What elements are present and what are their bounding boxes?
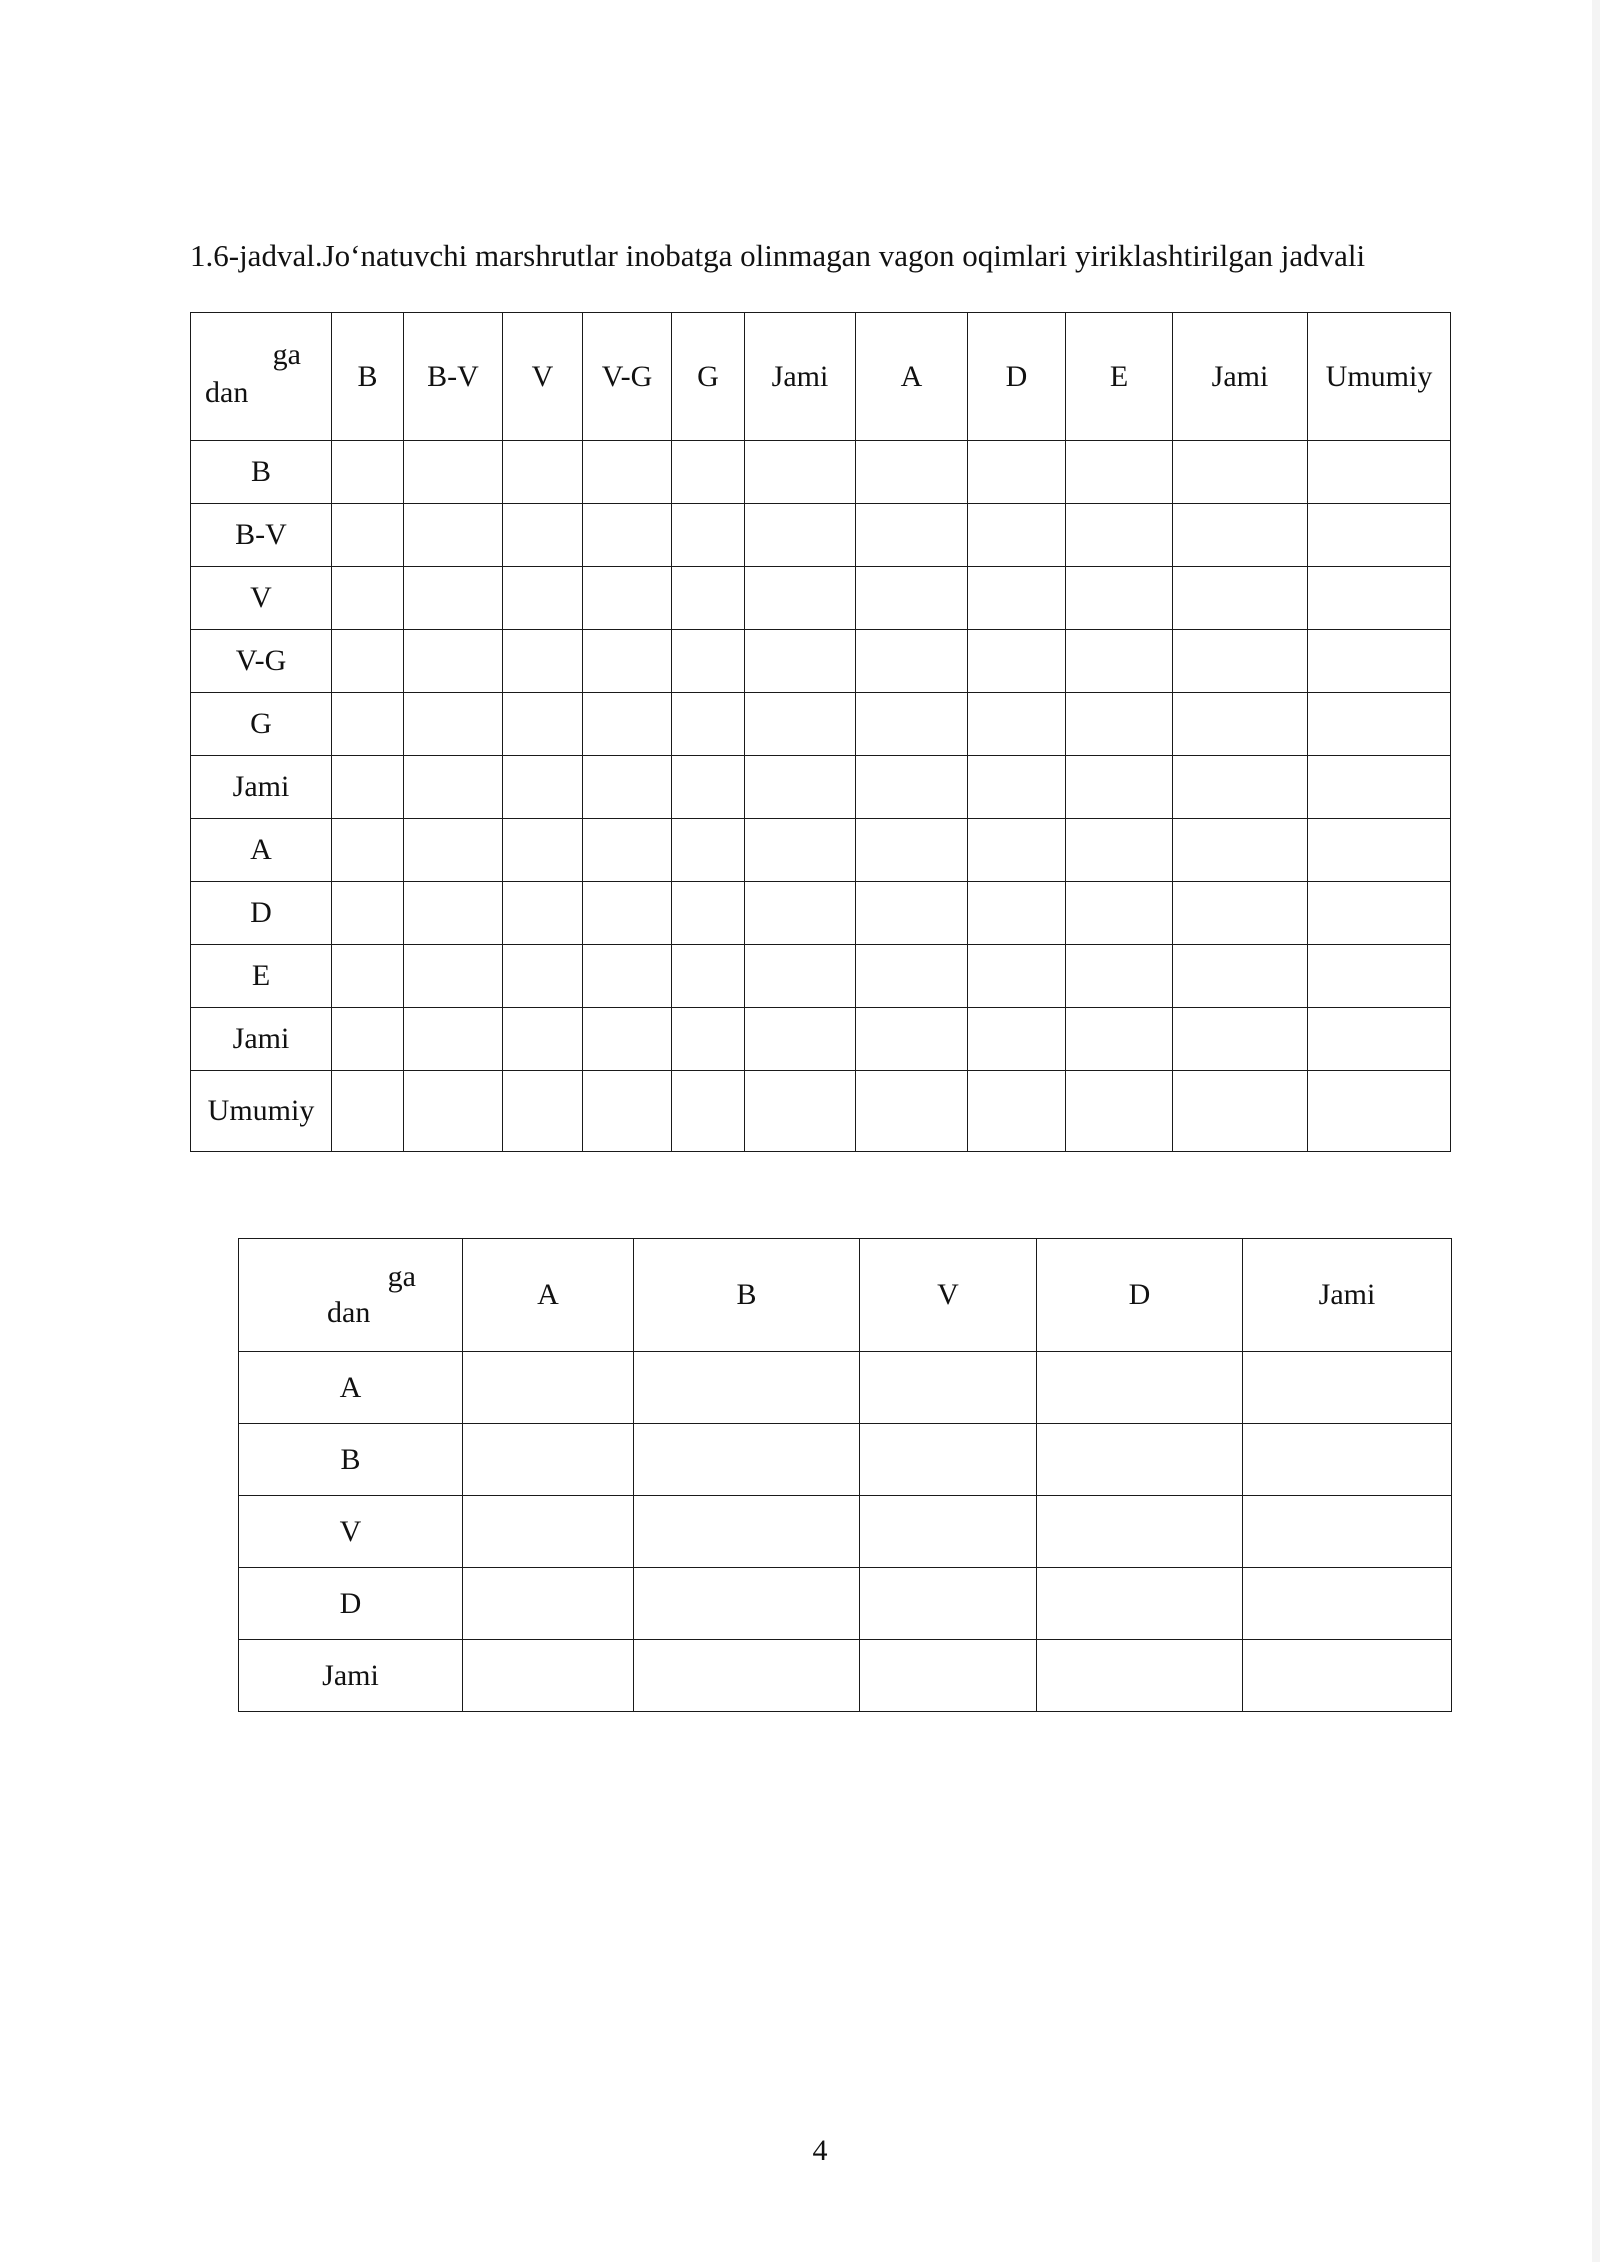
empty-cell: [745, 693, 856, 756]
table-row: [239, 1568, 1452, 1640]
corner-cell: [239, 1239, 463, 1352]
column-header: A: [463, 1239, 634, 1352]
empty-cell: [1308, 756, 1451, 819]
empty-cell: [463, 1352, 634, 1424]
empty-cell: [1066, 441, 1173, 504]
empty-cell: [332, 441, 404, 504]
column-header: D: [1037, 1239, 1243, 1352]
empty-cell: [1308, 693, 1451, 756]
empty-cell: [332, 882, 404, 945]
empty-cell: [1173, 441, 1308, 504]
empty-cell: [1243, 1640, 1452, 1712]
empty-cell: [745, 882, 856, 945]
empty-cell: [583, 1008, 672, 1071]
empty-cell: [1066, 1008, 1173, 1071]
empty-cell: [672, 630, 745, 693]
table-row: [191, 756, 1451, 819]
empty-cell: [1243, 1424, 1452, 1496]
empty-cell: [1173, 1071, 1308, 1152]
empty-cell: [860, 1352, 1037, 1424]
empty-cell: [968, 693, 1066, 756]
row-header: V: [239, 1496, 463, 1568]
empty-cell: [672, 882, 745, 945]
empty-cell: [745, 630, 856, 693]
empty-cell: [332, 630, 404, 693]
empty-cell: [745, 504, 856, 567]
empty-cell: [1173, 1008, 1308, 1071]
row-header: Umumiy: [191, 1071, 332, 1152]
column-header: V: [503, 313, 583, 441]
empty-cell: [332, 567, 404, 630]
table-row: [191, 1071, 1451, 1152]
corner-to-label: ga: [387, 1260, 416, 1293]
empty-cell: [968, 567, 1066, 630]
empty-cell: [1308, 441, 1451, 504]
empty-cell: [745, 945, 856, 1008]
empty-cell: [1308, 882, 1451, 945]
empty-cell: [503, 882, 583, 945]
empty-cell: [404, 630, 503, 693]
empty-cell: [503, 945, 583, 1008]
empty-cell: [503, 819, 583, 882]
empty-cell: [1066, 819, 1173, 882]
empty-cell: [463, 1640, 634, 1712]
column-header: Jami: [1243, 1239, 1452, 1352]
empty-cell: [745, 567, 856, 630]
column-header: V: [860, 1239, 1037, 1352]
empty-cell: [1308, 567, 1451, 630]
empty-cell: [1173, 882, 1308, 945]
empty-cell: [404, 567, 503, 630]
empty-cell: [860, 1424, 1037, 1496]
table-row: [191, 567, 1451, 630]
empty-cell: [672, 441, 745, 504]
empty-cell: [856, 756, 968, 819]
row-header: D: [239, 1568, 463, 1640]
table-row: [191, 882, 1451, 945]
table-row: [191, 441, 1451, 504]
empty-cell: [672, 945, 745, 1008]
empty-cell: [856, 1008, 968, 1071]
empty-cell: [1037, 1424, 1243, 1496]
empty-cell: [1037, 1568, 1243, 1640]
row-header: V: [191, 567, 332, 630]
empty-cell: [1308, 630, 1451, 693]
table-row: [239, 1640, 1452, 1712]
empty-cell: [968, 756, 1066, 819]
column-header: B: [332, 313, 404, 441]
empty-cell: [1173, 756, 1308, 819]
column-header: V-G: [583, 313, 672, 441]
empty-cell: [968, 1071, 1066, 1152]
empty-cell: [672, 756, 745, 819]
table-row: [239, 1352, 1452, 1424]
empty-cell: [968, 441, 1066, 504]
empty-cell: [332, 1008, 404, 1071]
empty-cell: [1066, 882, 1173, 945]
empty-cell: [463, 1568, 634, 1640]
empty-cell: [583, 693, 672, 756]
empty-cell: [1243, 1568, 1452, 1640]
empty-cell: [404, 756, 503, 819]
empty-cell: [503, 756, 583, 819]
empty-cell: [332, 1071, 404, 1152]
empty-cell: [503, 630, 583, 693]
column-header: Umumiy: [1308, 313, 1451, 441]
empty-cell: [1066, 630, 1173, 693]
empty-cell: [634, 1352, 860, 1424]
empty-cell: [968, 1008, 1066, 1071]
table-row: [191, 504, 1451, 567]
empty-cell: [1308, 819, 1451, 882]
empty-cell: [1243, 1496, 1452, 1568]
empty-cell: [1173, 504, 1308, 567]
empty-cell: [1066, 756, 1173, 819]
table-row: [191, 945, 1451, 1008]
empty-cell: [1308, 945, 1451, 1008]
empty-cell: [332, 756, 404, 819]
empty-cell: [856, 945, 968, 1008]
empty-cell: [745, 819, 856, 882]
empty-cell: [583, 882, 672, 945]
empty-cell: [583, 756, 672, 819]
table-row: [191, 693, 1451, 756]
empty-cell: [856, 1071, 968, 1152]
empty-cell: [1308, 1008, 1451, 1071]
empty-cell: [583, 630, 672, 693]
header-row: [239, 1239, 1452, 1352]
empty-cell: [1066, 693, 1173, 756]
empty-cell: [634, 1568, 860, 1640]
empty-cell: [503, 441, 583, 504]
empty-cell: [860, 1568, 1037, 1640]
empty-cell: [332, 693, 404, 756]
empty-cell: [1037, 1640, 1243, 1712]
empty-cell: [1173, 630, 1308, 693]
empty-cell: [672, 819, 745, 882]
empty-cell: [968, 945, 1066, 1008]
row-header: E: [191, 945, 332, 1008]
empty-cell: [860, 1496, 1037, 1568]
empty-cell: [1173, 693, 1308, 756]
column-header: A: [856, 313, 968, 441]
empty-cell: [968, 630, 1066, 693]
empty-cell: [856, 630, 968, 693]
corner-to-label: ga: [272, 338, 301, 371]
empty-cell: [404, 693, 503, 756]
empty-cell: [503, 504, 583, 567]
table-row: [239, 1424, 1452, 1496]
row-header: Jami: [191, 1008, 332, 1071]
empty-cell: [672, 504, 745, 567]
corner-cell: [191, 313, 332, 441]
empty-cell: [856, 504, 968, 567]
empty-cell: [1037, 1496, 1243, 1568]
empty-cell: [634, 1640, 860, 1712]
empty-cell: [503, 693, 583, 756]
empty-cell: [404, 945, 503, 1008]
row-header: A: [191, 819, 332, 882]
empty-cell: [745, 756, 856, 819]
empty-cell: [404, 1071, 503, 1152]
summary-flow-table: [238, 1238, 1452, 1712]
empty-cell: [745, 1008, 856, 1071]
empty-cell: [968, 504, 1066, 567]
header-row: [191, 313, 1451, 441]
empty-cell: [583, 504, 672, 567]
empty-cell: [1066, 1071, 1173, 1152]
table-caption: 1.6-jadval.Jo‘natuvchi marshrutlar inobatga olinmagan vagon oqimlari yiriklashtirilgan jadvali: [190, 238, 1366, 273]
page-edge: [1592, 0, 1600, 2262]
empty-cell: [634, 1496, 860, 1568]
empty-cell: [583, 819, 672, 882]
empty-cell: [856, 693, 968, 756]
empty-cell: [1066, 504, 1173, 567]
row-header: B-V: [191, 504, 332, 567]
empty-cell: [583, 945, 672, 1008]
corner-from-label: dan: [205, 376, 249, 409]
empty-cell: [332, 819, 404, 882]
empty-cell: [503, 567, 583, 630]
empty-cell: [745, 441, 856, 504]
empty-cell: [503, 1008, 583, 1071]
empty-cell: [856, 441, 968, 504]
empty-cell: [968, 882, 1066, 945]
column-header: D: [968, 313, 1066, 441]
empty-cell: [1066, 945, 1173, 1008]
column-header: B: [634, 1239, 860, 1352]
empty-cell: [1308, 504, 1451, 567]
empty-cell: [1037, 1352, 1243, 1424]
empty-cell: [332, 504, 404, 567]
column-header: Jami: [1173, 313, 1308, 441]
empty-cell: [404, 819, 503, 882]
empty-cell: [332, 945, 404, 1008]
empty-cell: [1243, 1352, 1452, 1424]
table-row: [239, 1496, 1452, 1568]
empty-cell: [1066, 567, 1173, 630]
column-header: Jami: [745, 313, 856, 441]
empty-cell: [860, 1640, 1037, 1712]
empty-cell: [672, 693, 745, 756]
empty-cell: [404, 882, 503, 945]
empty-cell: [672, 567, 745, 630]
table-row: [191, 819, 1451, 882]
table-row: [191, 630, 1451, 693]
row-header: G: [191, 693, 332, 756]
empty-cell: [745, 1071, 856, 1152]
empty-cell: [404, 1008, 503, 1071]
empty-cell: [1173, 819, 1308, 882]
empty-cell: [634, 1424, 860, 1496]
empty-cell: [583, 1071, 672, 1152]
empty-cell: [404, 441, 503, 504]
row-header: B: [191, 441, 332, 504]
column-header: B-V: [404, 313, 503, 441]
empty-cell: [463, 1496, 634, 1568]
empty-cell: [856, 819, 968, 882]
empty-cell: [1173, 945, 1308, 1008]
empty-cell: [856, 882, 968, 945]
row-header: B: [239, 1424, 463, 1496]
empty-cell: [968, 819, 1066, 882]
row-header: Jami: [191, 756, 332, 819]
empty-cell: [856, 567, 968, 630]
empty-cell: [404, 504, 503, 567]
empty-cell: [1173, 567, 1308, 630]
empty-cell: [583, 567, 672, 630]
row-header: Jami: [239, 1640, 463, 1712]
table-row: [191, 1008, 1451, 1071]
empty-cell: [463, 1424, 634, 1496]
row-header: A: [239, 1352, 463, 1424]
empty-cell: [1308, 1071, 1451, 1152]
aggregated-flow-table: [190, 312, 1451, 1152]
empty-cell: [503, 1071, 583, 1152]
empty-cell: [672, 1008, 745, 1071]
empty-cell: [672, 1071, 745, 1152]
page-number: 4: [812, 2134, 828, 2167]
corner-from-label: dan: [327, 1296, 371, 1329]
column-header: G: [672, 313, 745, 441]
row-header: D: [191, 882, 332, 945]
column-header: E: [1066, 313, 1173, 441]
empty-cell: [583, 441, 672, 504]
row-header: V-G: [191, 630, 332, 693]
